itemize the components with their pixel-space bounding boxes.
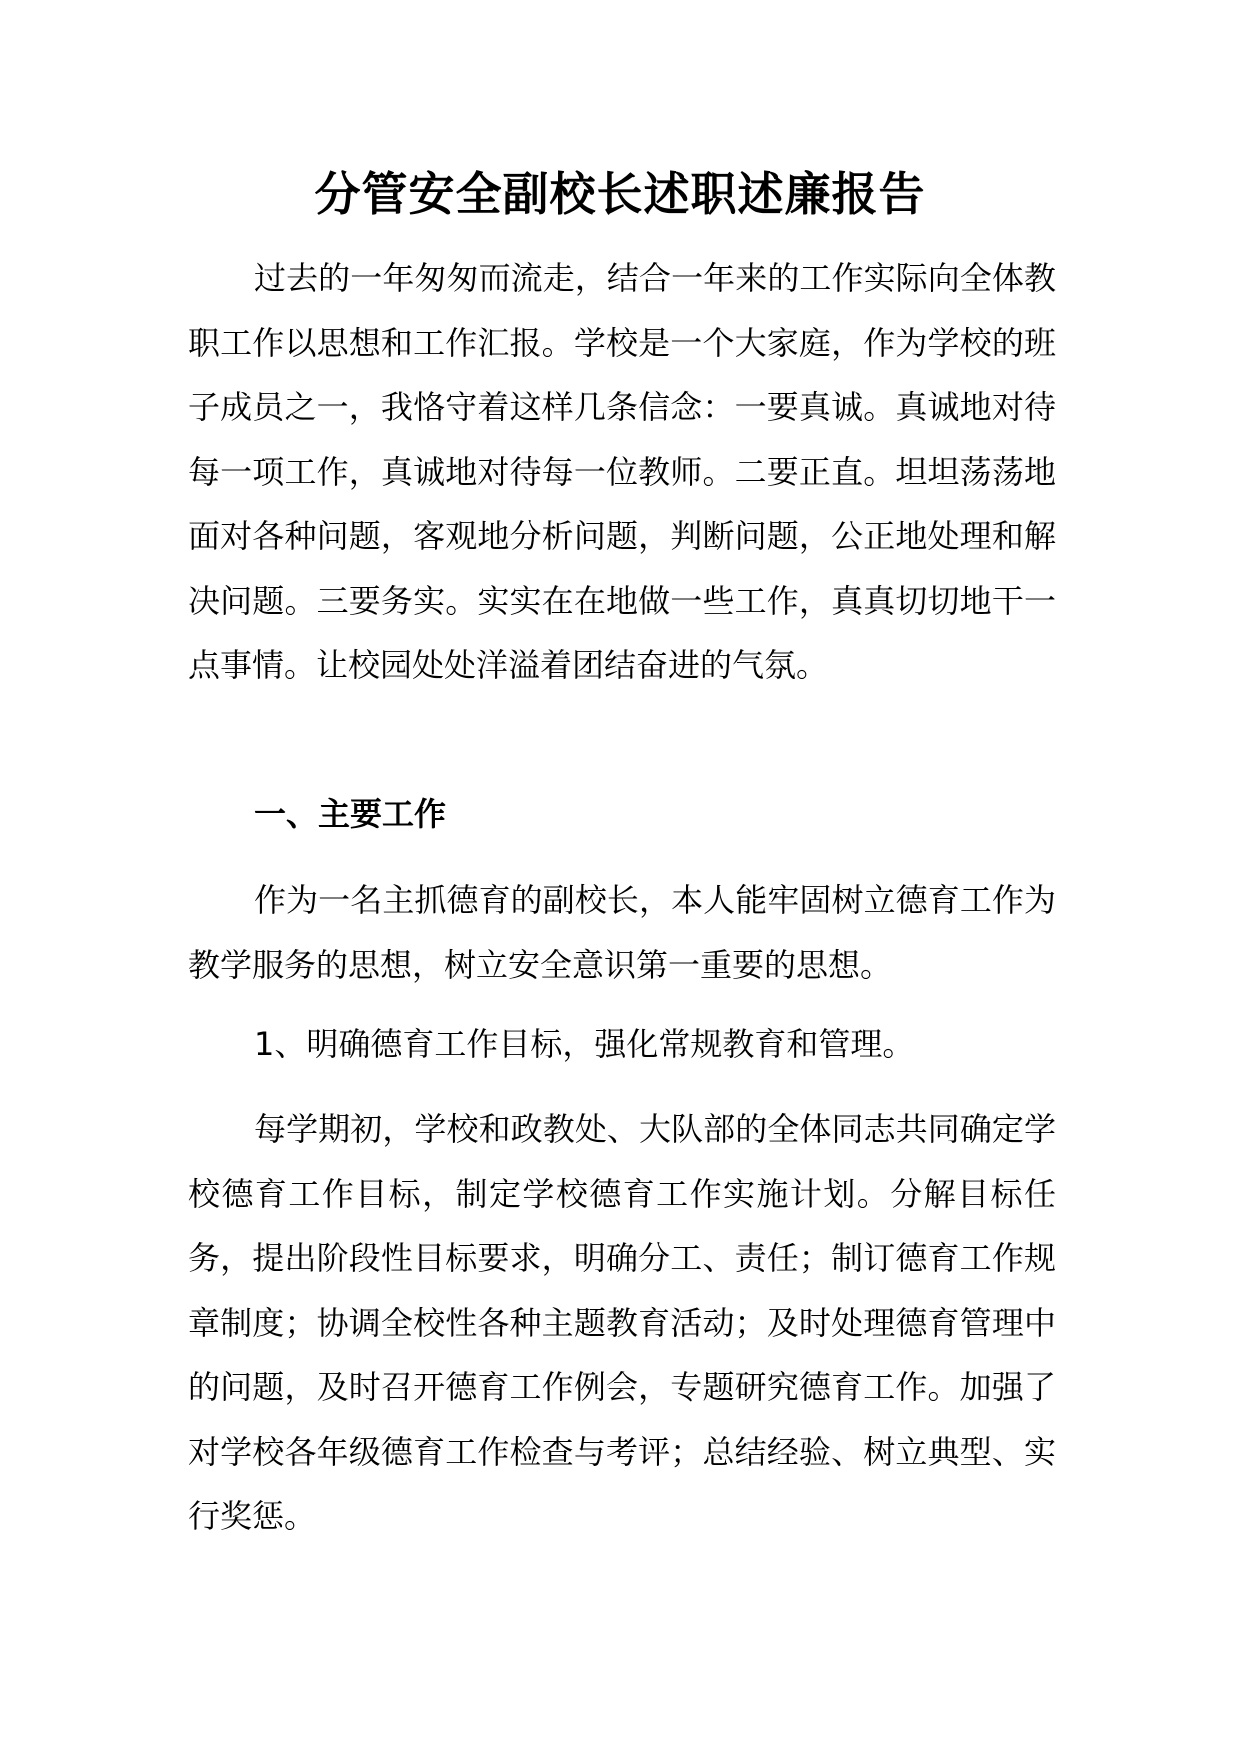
document-title: 分管安全副校长述职述廉报告 [314,167,926,221]
paragraph-semester-goals: 每学期初，学校和政教处、大队部的全体同志共同确定学校德育工作目标，制定学校德育工作实施计划。分解目标任务，提出阶段性目标要求，明确分工、责任；制订德育工作规章制度；协调全校性各种主题教育活动；及时处理德育管理中的问题，及时召开德育工作例会，专题研究德育工作。加强了对学校各年级德育工作检查与考评；总结经验、树立典型、实行奖惩。 [188,1110,1056,1535]
paragraph-role: 作为一名主抓德育的副校长，本人能牢固树立德育工作为教学服务的思想，树立安全意识第一重要的思想。 [188,881,1056,984]
section-heading-main-work: 一、主要工作 [254,795,447,833]
numbered-item-1: 1、明确德育工作目标，强化常规教育和管理。 [254,1025,915,1063]
paragraph-intro: 过去的一年匆匆而流走，结合一年来的工作实际向全体教职工作以思想和工作汇报。学校是一个大家庭，作为学校的班子成员之一，我恪守着这样几条信念：一要真诚。真诚地对待每一项工作，真诚地对待每一位教师。二要正直。坦坦荡荡地面对各种问题，客观地分析问题，判断问题，公正地处理和解决问题。三要务实。实实在在地做一些工作，真真切切地干一点事情。让校园处处洋溢着团结奋进的气氛。 [188,259,1056,684]
